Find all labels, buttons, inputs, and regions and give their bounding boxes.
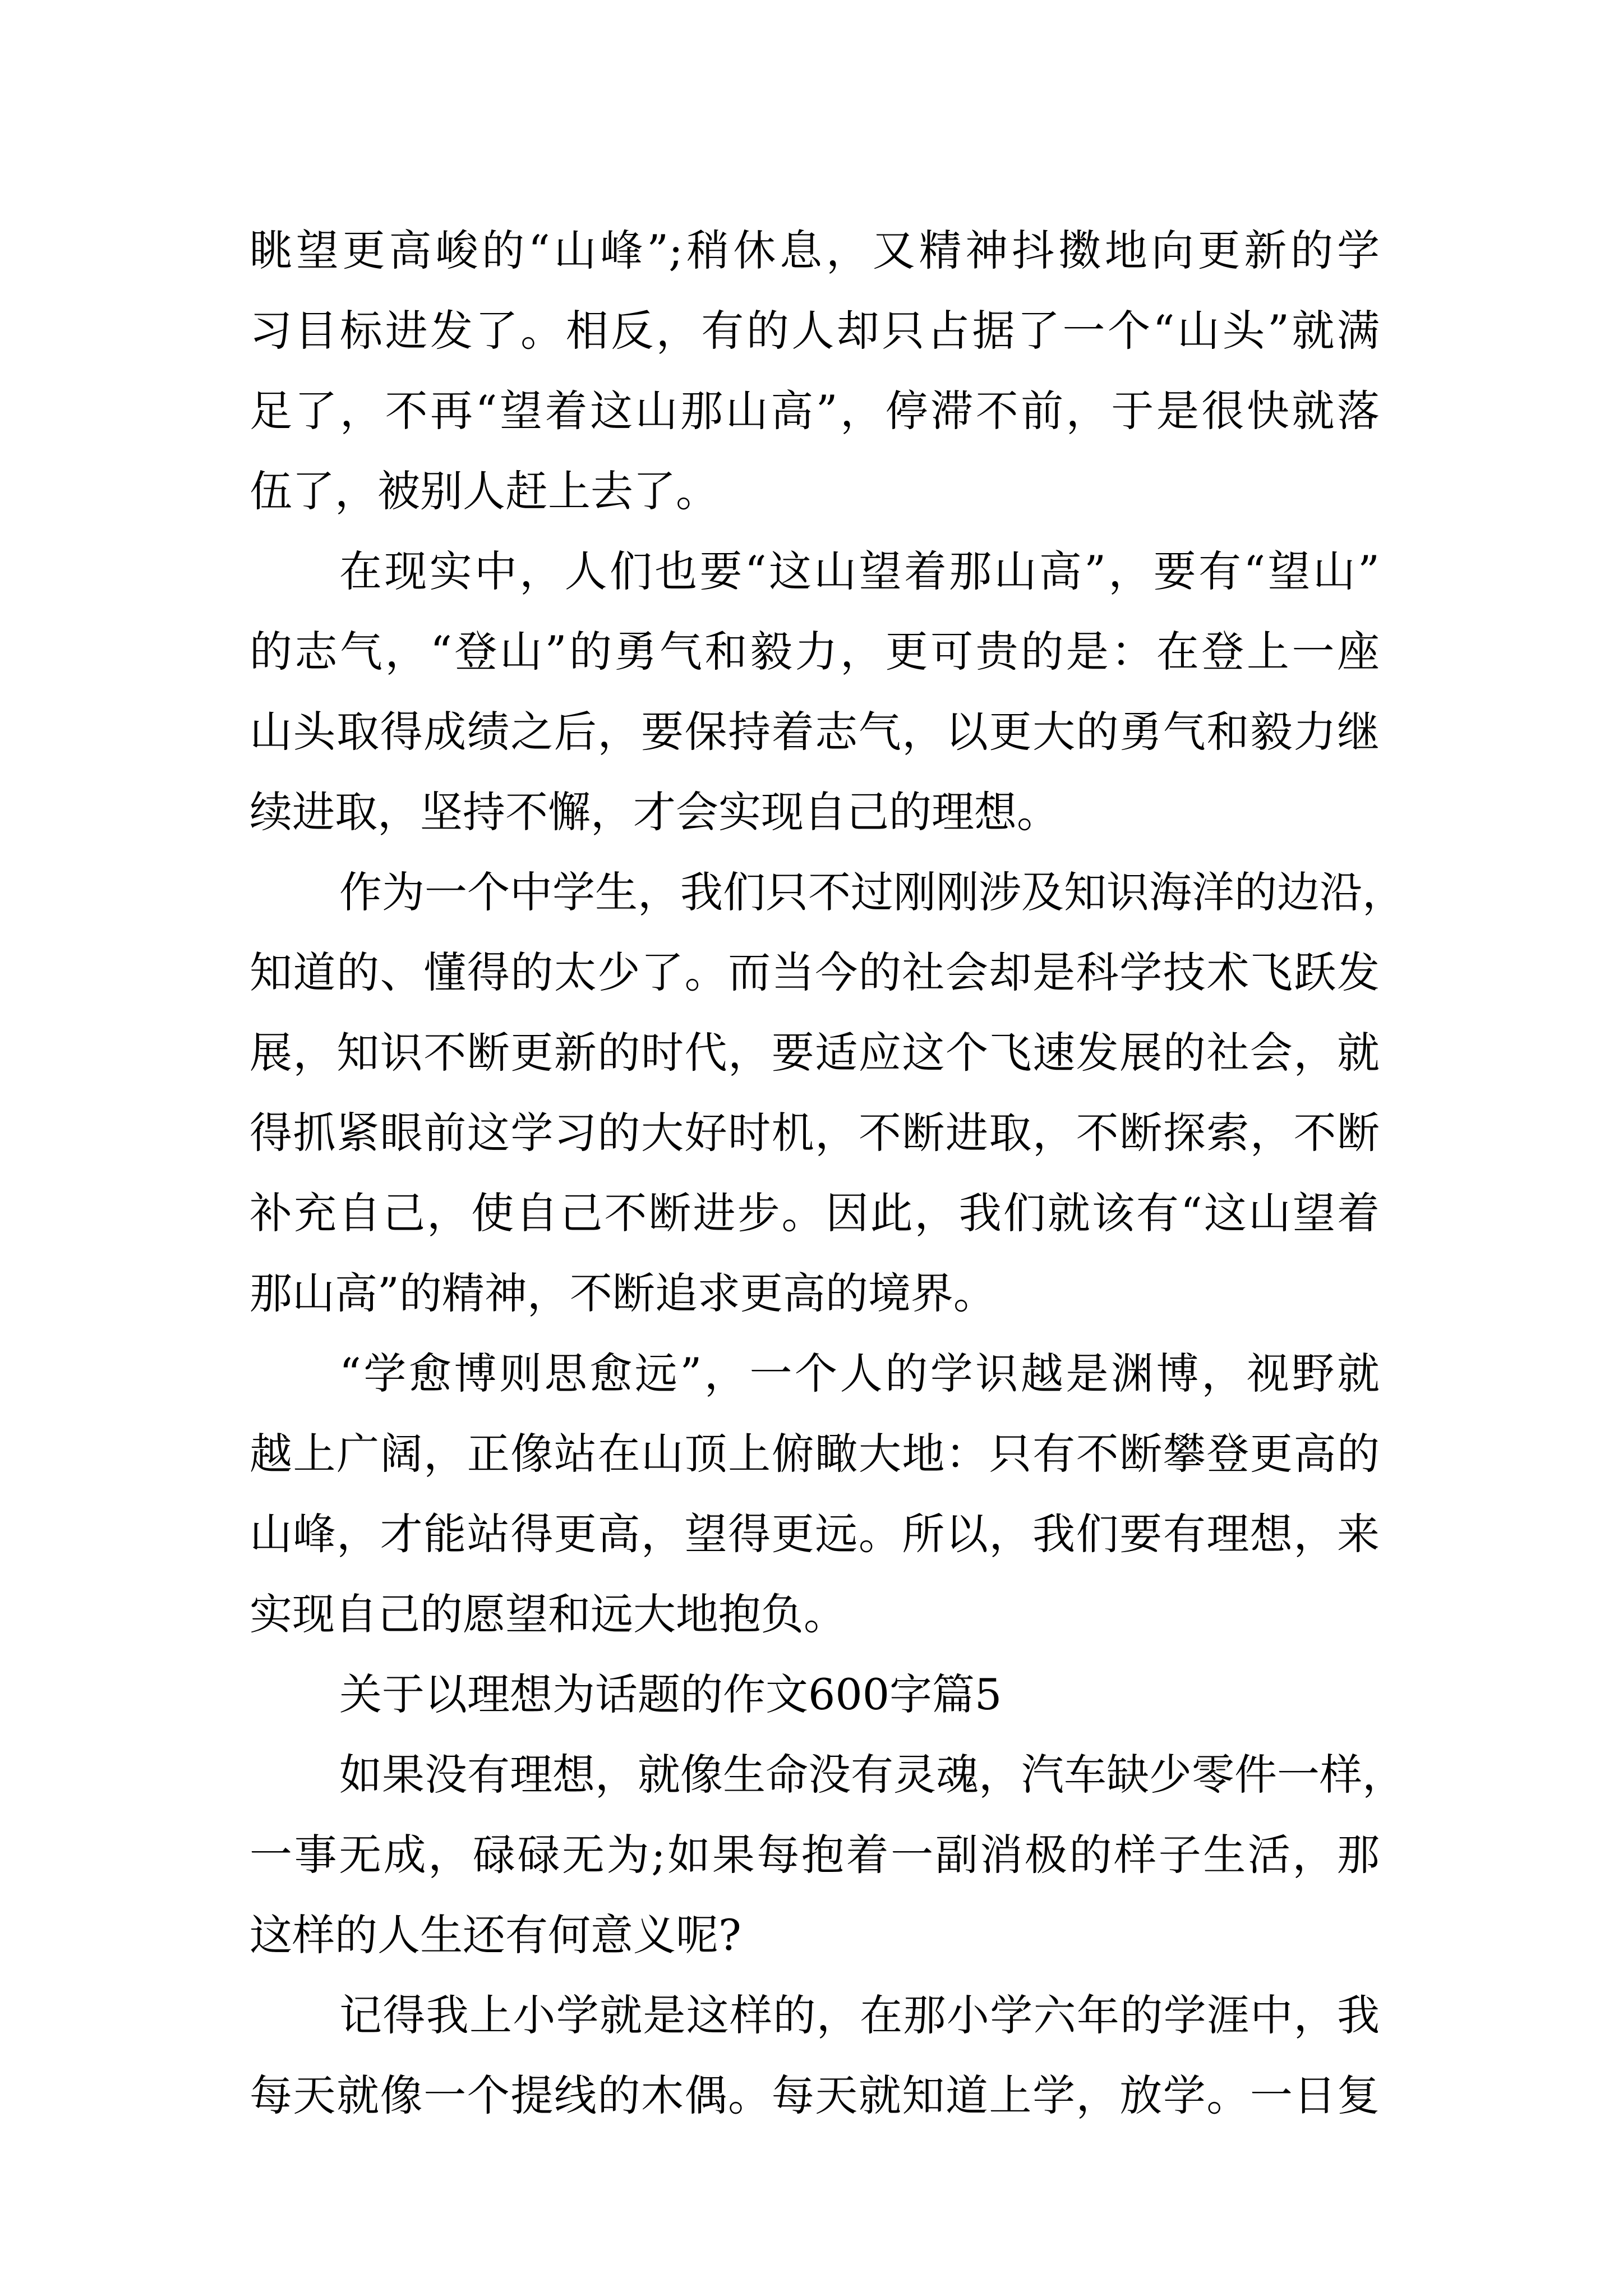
text-line: “学愈博则思愈远”，一个人的学识越是渊博，视野就 [339, 1349, 1380, 1398]
text-line: 的志气，“登山”的勇气和毅力，更可贵的是：在登上一座 [250, 627, 1380, 677]
text-line: 在现实中，人们也要“这山望着那山高”，要有“望山” [339, 546, 1380, 596]
body-text [250, 210, 1405, 2136]
text-line: 实现自己的愿望和远大地抱负。 [250, 1589, 846, 1639]
text-line: 伍了，被别人赶上去了。 [250, 466, 718, 516]
text-line: 展，知识不断更新的时代，要适应这个飞速发展的社会，就 [250, 1028, 1380, 1078]
section-heading: 关于以理想为话题的作文600字篇5 [339, 1669, 1002, 1719]
text-line: 习目标进发了。相反，有的人却只占据了一个“山头”就满 [250, 306, 1380, 356]
text-line: 记得我上小学就是这样的，在那小学六年的学涯中，我 [339, 1990, 1380, 2040]
text-line: 越上广阔，正像站在山顶上俯瞰大地：只有不断攀登更高的 [250, 1429, 1380, 1479]
text-line: 得抓紧眼前这学习的大好时机，不断进取，不断探索，不断 [250, 1108, 1380, 1158]
text-line: 眺望更高峻的“山峰”;稍休息，又精神抖擞地向更新的学 [250, 226, 1380, 275]
text-line: 那山高”的精神，不断追求更高的境界。 [250, 1268, 996, 1318]
text-line: 每天就像一个提线的木偶。每天就知道上学，放学。一日复 [250, 2070, 1380, 2120]
text-line: 续进取，坚持不懈，才会实现自己的理想。 [250, 787, 1059, 837]
text-line: 知道的、懂得的太少了。而当今的社会却是科学技术飞跃发 [250, 947, 1380, 997]
text-line: 这样的人生还有何意义呢? [250, 1910, 741, 1960]
text-line: 山头取得成绩之后，要保持着志气，以更大的勇气和毅力继 [250, 707, 1380, 757]
text-line: 补充自己，使自己不断进步。因此，我们就该有“这山望着 [250, 1188, 1380, 1238]
text-line: 作为一个中学生，我们只不过刚刚涉及知识海洋的边沿， [339, 867, 1405, 917]
text-line: 一事无成，碌碌无为;如果每抱着一副消极的样子生活，那 [250, 1830, 1380, 1880]
text-line: 如果没有理想，就像生命没有灵魂，汽车缺少零件一样， [339, 1750, 1405, 1800]
text-line: 足了，不再“望着这山那山高”，停滞不前，于是很快就落 [250, 386, 1380, 436]
text-line: 山峰，才能站得更高，望得更远。所以，我们要有理想，来 [250, 1509, 1380, 1559]
